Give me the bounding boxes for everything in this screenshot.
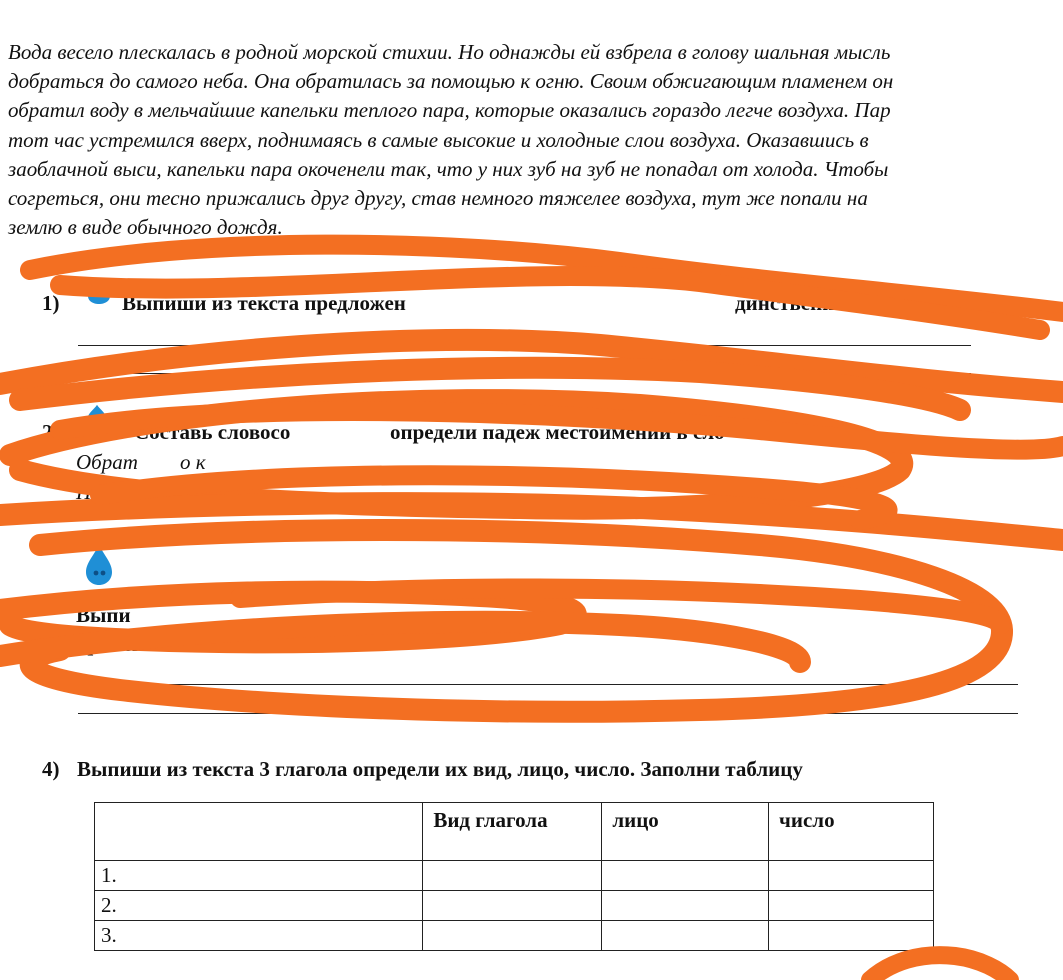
table-header-cell: лицо — [602, 803, 769, 861]
task3-text-start: Выпи — [76, 603, 131, 627]
table-cell[interactable] — [602, 861, 769, 891]
task1-number: 1) — [42, 291, 60, 315]
table-row — [95, 861, 934, 891]
water-drop-icon — [86, 280, 112, 304]
task1-text-end: динственного числа. — [735, 291, 931, 315]
table-cell[interactable] — [769, 891, 934, 921]
scribble-stroke — [0, 340, 1063, 392]
table-cell[interactable] — [423, 921, 602, 951]
answer-line[interactable] — [78, 345, 971, 346]
passage-line: Вода весело плескалась в родной морской стихии. Но однажды ей взбрела в голову шальная мысль — [8, 40, 891, 64]
table-cell[interactable] — [423, 891, 602, 921]
table-cell: 3. — [95, 921, 423, 951]
scribble-stroke — [20, 368, 960, 410]
scribble-stroke — [0, 503, 1063, 540]
passage-line: добраться до самого неба. Она обратилась за помощью к огню. Своим обжигающим пламенем он — [8, 69, 894, 94]
answer-line[interactable] — [78, 684, 1018, 685]
passage-line: обратил воду в мельчайшие капельки теплого пара, которые оказались гораздо легче воздуха. Пар — [8, 98, 891, 123]
answer-line[interactable] — [78, 373, 971, 374]
verb-table — [94, 802, 934, 951]
task2-example1-end: о к — [180, 450, 206, 474]
reading-passage — [8, 38, 1018, 242]
table-cell[interactable] — [769, 921, 934, 951]
task2-example1: Обрат — [76, 450, 138, 474]
table-cell: 2. — [95, 891, 423, 921]
table-header-cell — [95, 803, 423, 861]
table-header-cell: число — [769, 803, 934, 861]
table-row — [95, 921, 934, 951]
scribble-stroke — [870, 955, 1010, 980]
answer-line[interactable] — [78, 713, 1018, 714]
task2-number: 2) — [42, 420, 60, 444]
table-cell[interactable] — [769, 861, 934, 891]
scribble-stroke — [10, 400, 902, 509]
task4-number: 4) — [42, 757, 60, 781]
line-period: . — [972, 358, 978, 382]
table-cell[interactable] — [423, 861, 602, 891]
passage-line: заоблачной выси, капельки пара окоченели так, что у них зуб на зуб не попадал от холода. Чтобы — [8, 156, 889, 181]
scribble-stroke — [240, 588, 1000, 625]
table-header-cell: Вид глагола — [423, 803, 602, 861]
task4-text: Выпиши из текста 3 глагола определи их вид, лицо, число. Заполни таблицу — [77, 757, 803, 781]
passage-line: землю в виде обычного дождя. — [8, 215, 283, 240]
task2-example2-end: р — [110, 480, 121, 504]
passage-line: согреться, они тесно прижались друг другу, став немного тяжелее воздуха, тут же попали на — [8, 185, 868, 210]
table-cell: 1. — [95, 861, 423, 891]
passage-line: тот час устремился вверх, поднимаясь в самые высокие и холодные слои воздуха. Оказавшись в — [8, 127, 869, 152]
water-drop-icon — [86, 404, 108, 426]
task3-text-second-line: времени — [76, 632, 157, 656]
task2-example2: П — [76, 480, 92, 504]
scribble-stroke — [100, 475, 888, 520]
task2-text-end: определи падеж местоимений в сло — [390, 420, 725, 444]
task2-text-start: Составь словосо — [134, 420, 291, 444]
table-cell[interactable] — [602, 891, 769, 921]
table-cell[interactable] — [602, 921, 769, 951]
table-row — [95, 891, 934, 921]
table-header-row — [95, 803, 934, 861]
water-drop-icon — [84, 545, 114, 585]
task1-text-start: Выпиши из текста предложен — [122, 291, 406, 315]
